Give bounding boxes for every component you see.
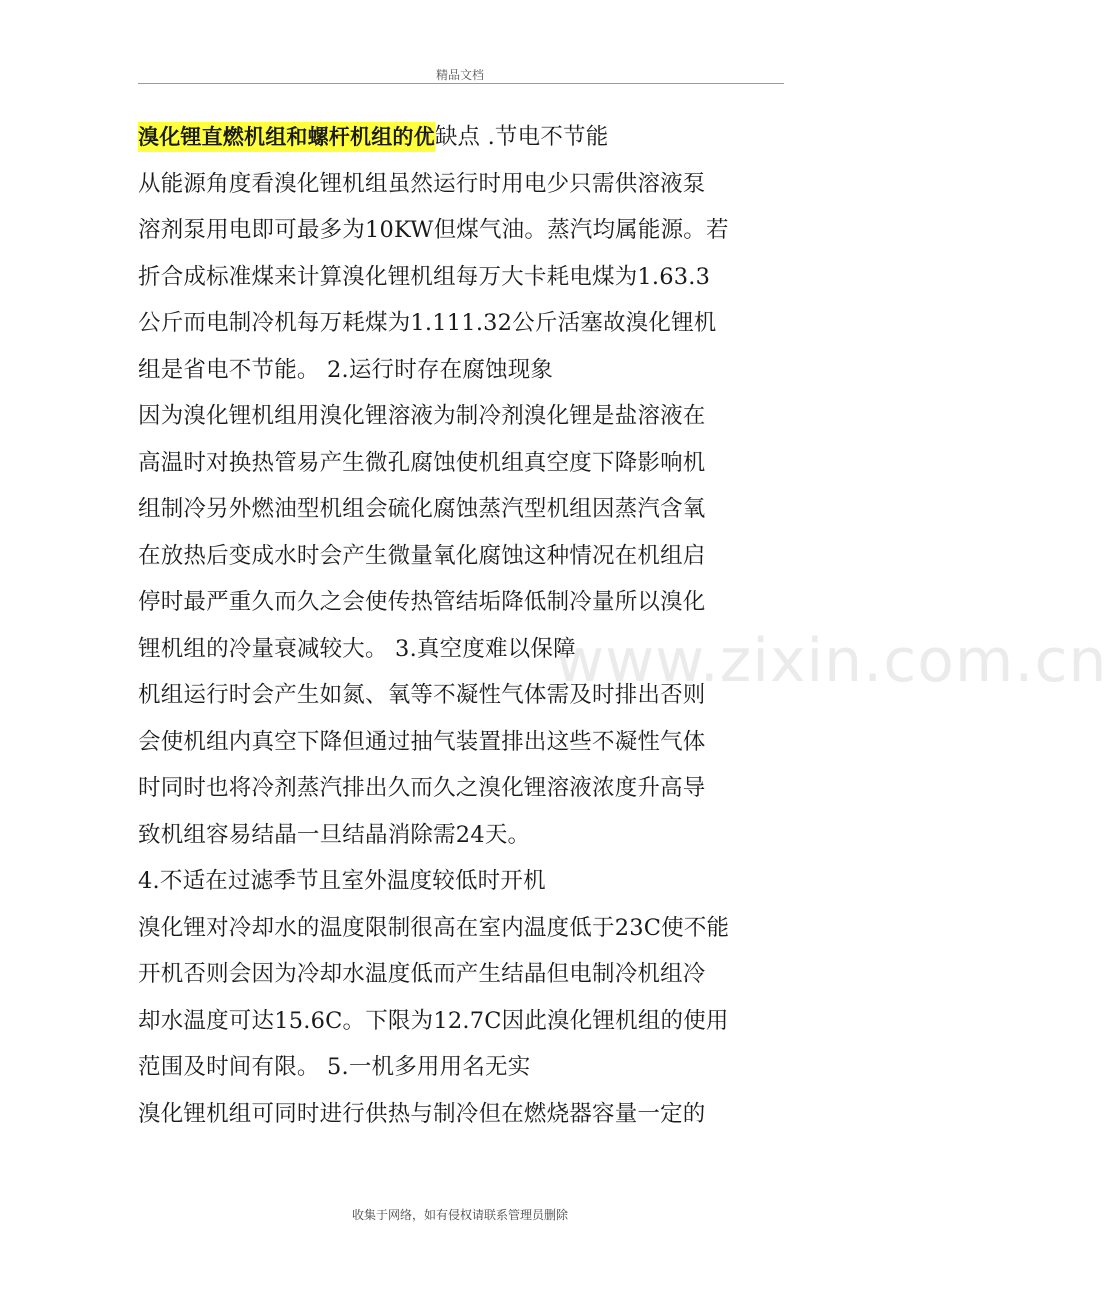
body-line-12: 机组运行时会产生如氮、氧等不凝性气体需及时排出否则: [138, 682, 706, 708]
body-line-6: 因为溴化锂机组用溴化锂溶液为制冷剂溴化锂是盐溶液在: [138, 403, 706, 429]
body-line-14: 时同时也将冷剂蒸汽排出久而久之溴化锂溶液浓度升高导: [138, 775, 706, 801]
body-line-7: 高温时对换热管易产生微孔腐蚀使机组真空度下降影响机: [138, 449, 706, 476]
title-highlighted-text: 溴化锂直燃机组和螺杆机组的优: [138, 122, 435, 152]
body-line-17: 溴化锂对冷却水的温度限制很高在室内温度低于23C使不能: [138, 914, 730, 941]
body-line-1: 从能源角度看溴化锂机组虽然运行时用电少只需供溶液泵: [138, 170, 706, 197]
body-line-11: 锂机组的冷量衰减较大。 3.真空度难以保障: [138, 635, 576, 662]
header-label: 精品文档: [435, 68, 484, 82]
header-divider: [138, 83, 784, 84]
document-body: [138, 114, 778, 1137]
body-line-9: 在放热后变成水时会产生微量氧化腐蚀这种情况在机组启: [138, 542, 706, 569]
body-line-18: 开机否则会因为冷却水温度低而产生结晶但电制冷机组冷: [138, 961, 706, 987]
body-line-4: 公斤而电制冷机每万耗煤为1.111.32公斤活塞故溴化锂机: [138, 310, 717, 336]
watermark-text: www.zixin.com.cn: [555, 626, 1107, 696]
body-line-13: 会使机组内真空下降但通过抽气装置排出这些不凝性气体: [138, 728, 706, 755]
body-line-21: 溴化锂机组可同时进行供热与制冷但在燃烧器容量一定的: [138, 1100, 706, 1127]
body-line-3: 折合成标准煤来计算溴化锂机组每万大卡耗电煤为1.63.3: [138, 263, 711, 290]
body-line-10: 停时最严重久而久之会使传热管结垢降低制冷量所以溴化: [138, 589, 706, 615]
page-footer: 收集于网络，如有侵权请联系管理员删除: [351, 1208, 568, 1222]
body-line-16: 4.不适在过滤季节且室外温度较低时开机: [138, 868, 546, 894]
body-line-15: 致机组容易结晶一旦结晶消除需24天。: [138, 821, 531, 848]
title-rest-text: 缺点 .节电不节能: [434, 124, 609, 150]
body-line-2: 溶剂泵用电即可最多为10KW但煤气油。蒸汽均属能源。若: [138, 217, 729, 243]
body-line-5: 组是省电不节能。 2.运行时存在腐蚀现象: [138, 356, 554, 383]
document-title: [138, 114, 778, 161]
body-line-8: 组制冷另外燃油型机组会硫化腐蚀蒸汽型机组因蒸汽含氧: [138, 496, 706, 522]
body-line-20: 范围及时间有限。 5.一机多用用名无实: [138, 1054, 531, 1080]
body-line-19: 却水温度可达15.6C。下限为12.7C因此溴化锂机组的使用: [138, 1007, 729, 1034]
